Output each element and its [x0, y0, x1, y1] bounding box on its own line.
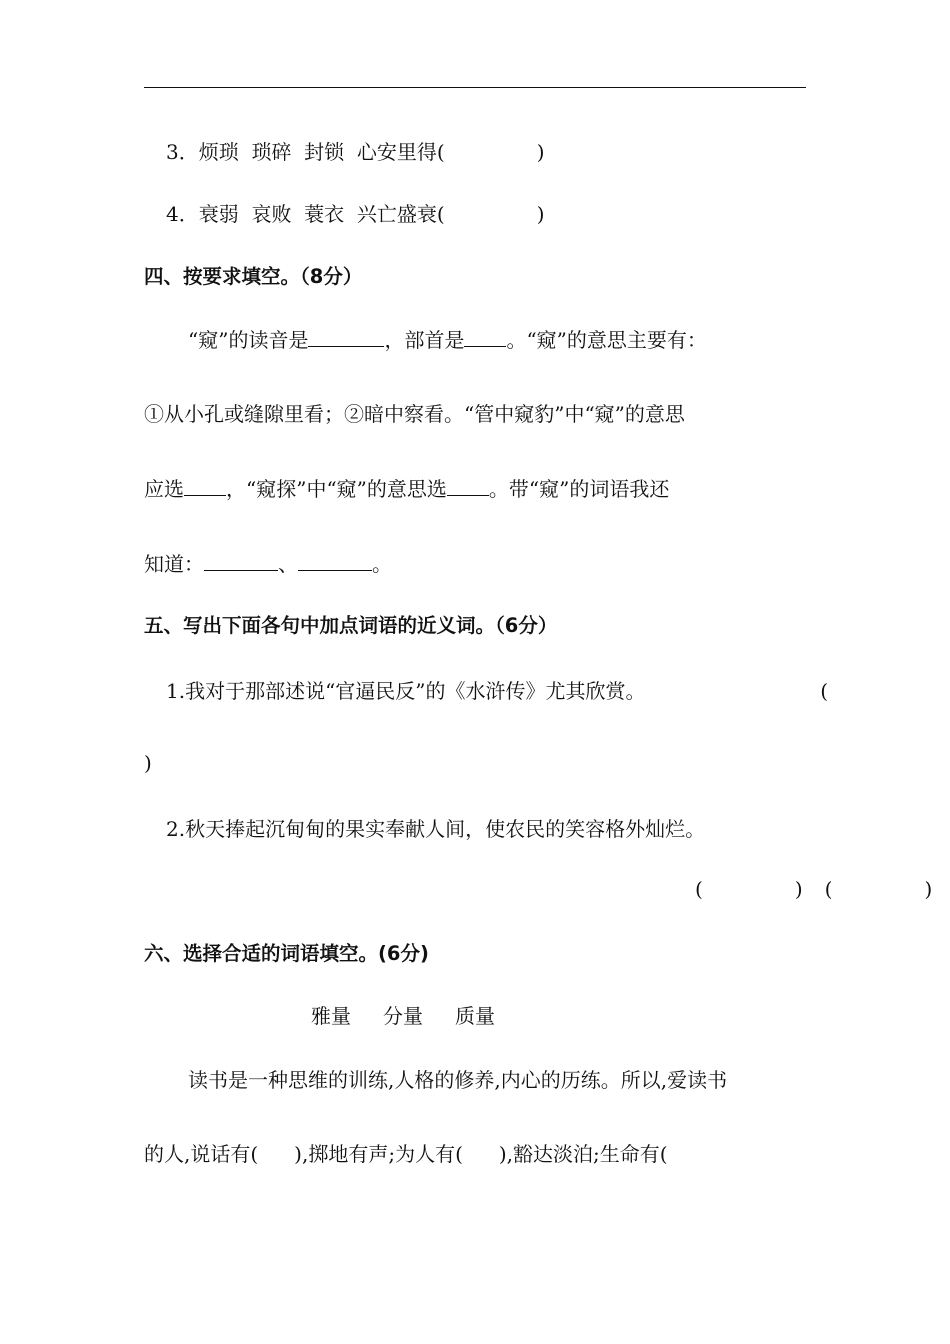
- section-6-line-1: 读书是一种思维的训练,人格的修养,内心的历练。所以,爱读书: [188, 1068, 728, 1092]
- sentence-2: 2.秋天捧起沉甸甸的果实奉献人间，使农民的笑容格外灿烂。: [166, 817, 706, 841]
- section-6-line-2: [144, 1140, 806, 1168]
- option-zhiliang: 质量: [455, 1004, 495, 1028]
- text: 。带“窥”的词语我还: [488, 477, 670, 501]
- item-4-open-paren: (: [436, 202, 445, 226]
- item-4-number: 4．: [166, 202, 199, 226]
- text: ，部首是: [384, 328, 465, 352]
- text: “窥”的读音是: [188, 328, 309, 352]
- section-4-line-2: ①从小孔或缝隙里看；②暗中察看。“管中窥豹”中“窥”的意思: [144, 402, 685, 426]
- text: ，“窥探”中“窥”的意思选: [226, 477, 447, 501]
- item-3-open-paren: (: [436, 140, 445, 164]
- sentence-1-open-paren: (: [820, 679, 828, 703]
- text: 。: [372, 552, 392, 576]
- item-4-words: 衰弱 哀败 蓑衣 兴亡盛衰: [198, 202, 437, 226]
- header-rule: [144, 87, 806, 88]
- answer-2-close-paren: ): [924, 877, 933, 901]
- answer-2-open-paren: (: [824, 877, 833, 901]
- text: 知道：: [144, 552, 204, 576]
- sentence-1: [144, 677, 828, 705]
- item-4: [144, 200, 828, 228]
- answer-1-close-paren: ): [794, 877, 803, 901]
- section-4-heading: 四、按要求填空。（8分）: [144, 265, 363, 288]
- item-3-number: 3．: [166, 140, 199, 164]
- item-3-close-paren: ): [536, 140, 545, 164]
- sentence-1-close-paren: ): [144, 751, 152, 775]
- section-4-line-1: [144, 326, 850, 354]
- pronunciation-blank[interactable]: [308, 328, 384, 347]
- text: 。“窥”的意思主要有：: [506, 328, 707, 352]
- answer-1-open-paren: (: [695, 877, 703, 901]
- option-fenliang: 分量: [383, 1004, 423, 1028]
- text: 的人,说话有(: [144, 1142, 259, 1166]
- option-yaliang: 雅量: [311, 1004, 351, 1028]
- synonym-answer-pair: [695, 875, 932, 903]
- section-4-line-4: [144, 550, 806, 578]
- word-blank-1[interactable]: [204, 552, 278, 571]
- text: 应选: [144, 477, 184, 501]
- word-options: [144, 1002, 950, 1030]
- section-4-line-3: [144, 475, 806, 503]
- text: ),掷地有声;为人有(: [294, 1142, 463, 1166]
- section-5-heading: 五、写出下面各句中加点词语的近义词。（6分）: [144, 614, 558, 637]
- radical-blank[interactable]: [464, 328, 506, 347]
- item-3: [144, 138, 828, 166]
- sentence-1-text: 1.我对于那部述说“官逼民反”的《水浒传》尤其欣赏。: [166, 679, 646, 703]
- sentence-1-close: [144, 749, 806, 777]
- item-4-close-paren: ): [536, 202, 545, 226]
- text: 、: [278, 552, 298, 576]
- word-blank-2[interactable]: [298, 552, 372, 571]
- meaning-blank-2[interactable]: [447, 477, 489, 496]
- section-6-heading: 六、选择合适的词语填空。(6分): [144, 942, 429, 965]
- meaning-blank-1[interactable]: [184, 477, 226, 496]
- text: ),豁达淡泊;生命有(: [498, 1142, 668, 1166]
- item-3-words: 烦琐 琐碎 封锁 心安里得: [198, 140, 437, 164]
